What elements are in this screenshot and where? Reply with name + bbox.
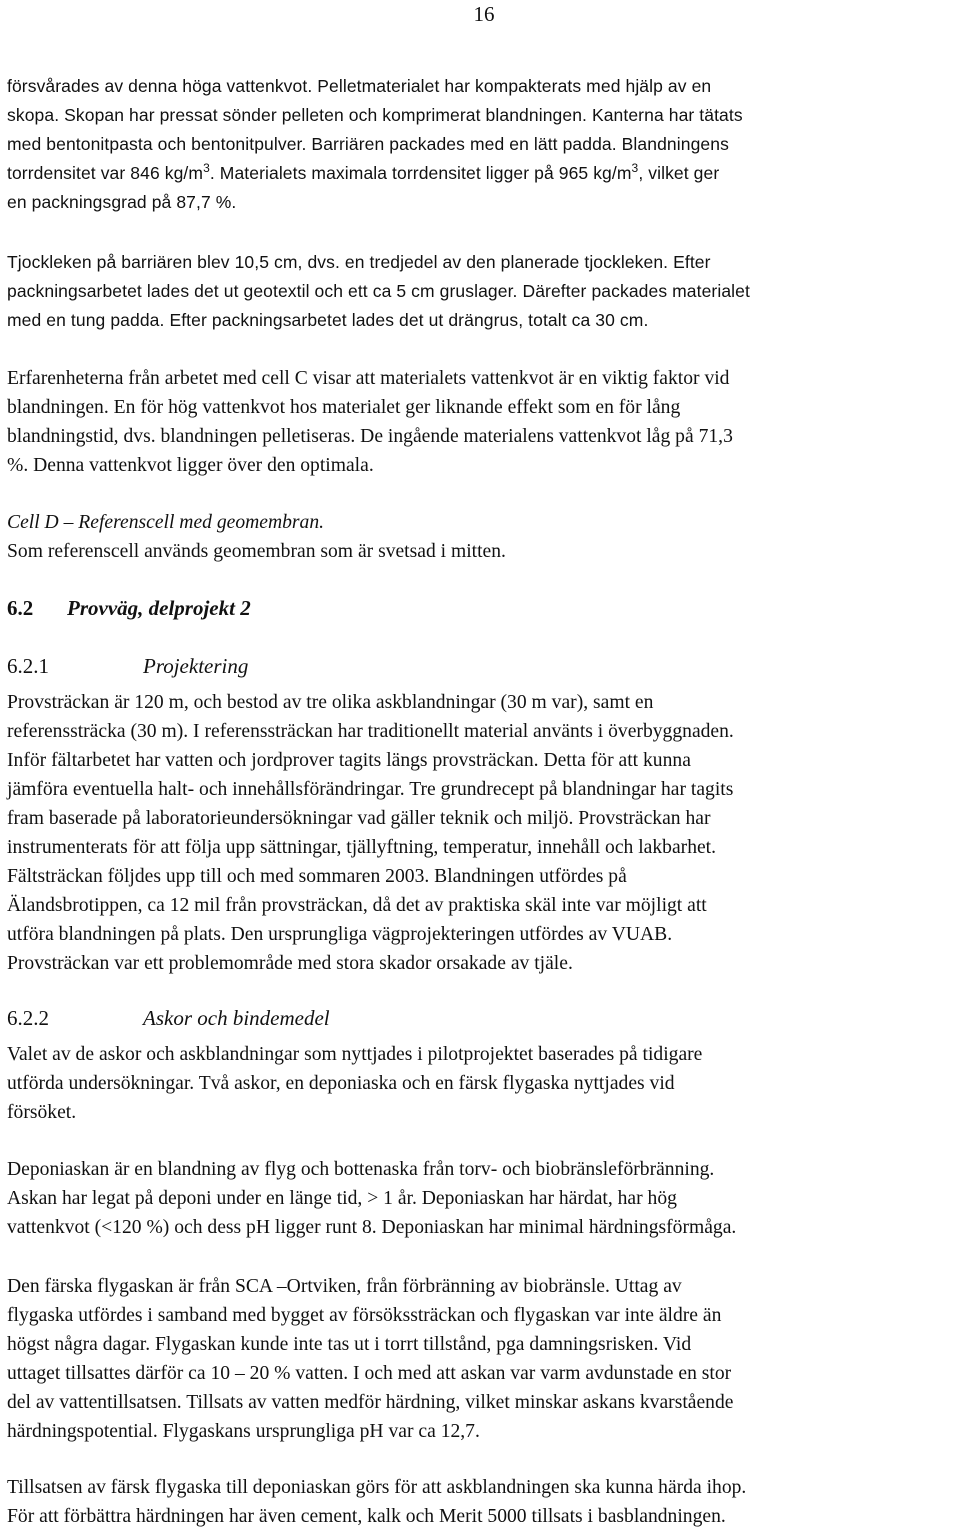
page-number: 16: [473, 2, 495, 26]
paragraph-cell-d: [7, 508, 955, 566]
text-line: utförda undersökningar. Två askor, en deponiaska och en färsk flygaska nyttjades vid: [7, 1073, 675, 1094]
text-line: Erfarenheterna från arbetet med cell C visar att materialets vattenkvot är en viktig faktor vid: [7, 368, 730, 389]
paragraph-deponiaska: [7, 1155, 955, 1242]
text-line: vattenkvot (<120 %) och dess pH ligger runt 8. Deponiaskan har minimal härdningsförmåga.: [7, 1217, 737, 1238]
text-line: härdningspotential. Flygaskans ursprungliga pH var ca 12,7.: [7, 1421, 480, 1442]
text-line: Inför fältarbetet har vatten och jordprover tagits längs provsträckan. Detta för att kunna: [7, 750, 691, 771]
text-line: referenssträcka (30 m). I referenssträckan har traditionellt material använts i överbyggnaden.: [7, 721, 734, 742]
text-line: med bentonitpasta och bentonitpulver. Barriären packades med en lätt padda. Blandningens: [7, 134, 729, 154]
text-line: skopa. Skopan har pressat sönder pelleten och komprimerat blandningen. Kanterna har tätats: [7, 105, 743, 125]
text-fragment: , vilket ger: [638, 163, 720, 183]
paragraph-barrier-thickness: [7, 248, 955, 335]
text-line: Tillsatsen av färsk flygaska till deponiaskan görs för att askblandningen ska kunna härda ihop.: [7, 1477, 747, 1498]
text-fragment: . Materialets maximala torrdensitet ligger på 965 kg/m: [209, 163, 632, 183]
text-line: Tjockleken på barriären blev 10,5 cm, dvs. en tredjedel av den planerade tjockleken. Efter: [7, 252, 711, 272]
text-line: Askan har legat på deponi under en länge tid, > 1 år. Deponiaskan har härdat, har hög: [7, 1188, 677, 1209]
text-line: Deponiaskan är en blandning av flyg och bottenaska från torv- och biobränsleförbränning.: [7, 1159, 715, 1180]
text-line: uttaget tillsattes därför ca 10 – 20 % vatten. I och med att askan var varm avdunstade en stor: [7, 1363, 732, 1384]
text-line: För att förbättra härdningen har även cement, kalk och Merit 5000 tillsats i basblandningen.: [7, 1506, 726, 1527]
text-line: fram baserade på laboratorieundersökningar vad gäller teknik och miljö. Provsträckan har: [7, 808, 711, 829]
paragraph-tillsats: [7, 1473, 955, 1531]
section-heading-6-2-1: [7, 652, 248, 680]
section-title: Provväg, delprojekt 2: [67, 596, 251, 620]
text-line: Fältsträckan följdes upp till och med sommaren 2003. Blandningen utfördes på: [7, 866, 627, 887]
cell-d-heading: Cell D – Referenscell med geomembran.: [7, 512, 325, 533]
text-line: Provsträckan var ett problemområde med stora skador orsakade av tjäle.: [7, 953, 573, 974]
superscript: 3: [631, 161, 639, 175]
text-line: utföra blandningen på plats. Den ursprungliga vägprojekteringen utfördes av VUAB.: [7, 924, 673, 945]
paragraph-ash-selection: [7, 1040, 955, 1127]
section-heading-6-2: [7, 594, 251, 622]
paragraph-cell-c-compaction: [7, 72, 955, 217]
text-line: del av vattentillsatsen. Tillsats av vatten medför härdning, vilket minskar askans kvarstående: [7, 1392, 734, 1413]
text-line: högst några dagar. Flygaskan kunde inte tas ut i torrt tillstånd, pga damningsrisken. Vid: [7, 1334, 692, 1355]
text-line: packningsarbetet lades det ut geotextil och ett ca 5 cm gruslager. Därefter packades materialet: [7, 281, 750, 301]
section-title: Askor och bindemedel: [143, 1006, 330, 1030]
section-title: Projektering: [143, 654, 249, 678]
section-number: 6.2.1: [7, 654, 49, 678]
paragraph-experiences: [7, 364, 955, 480]
section-number: 6.2: [7, 596, 34, 620]
paragraph-projektering: [7, 688, 955, 978]
paragraph-flygaska: [7, 1272, 955, 1446]
superscript: 3: [203, 161, 210, 175]
text-line: jämföra eventuella halt- och innehållsförändringar. Tre grundrecept på blandningar har tagits: [7, 779, 734, 800]
text-line: blandningstid, dvs. blandningen pelletiseras. De ingående materialens vattenkvot låg på 71,3: [7, 426, 733, 447]
text-line: försöket.: [7, 1102, 77, 1123]
text-line: försvårades av denna höga vattenkvot. Pelletmaterialet har kompakterats med hjälp av en: [7, 76, 712, 96]
text-line: Som referenscell används geomembran som är svetsad i mitten.: [7, 541, 506, 562]
text-line: med en tung padda. Efter packningsarbetet lades det ut drängrus, totalt ca 30 cm.: [7, 310, 649, 330]
section-heading-6-2-2: [7, 1004, 330, 1032]
text-line: Älandsbrotippen, ca 12 mil från provsträckan, då det av praktiska skäl inte var möjligt att: [7, 895, 707, 916]
text-line: Valet av de askor och askblandningar som nyttjades i pilotprojektet baserades på tidigare: [7, 1044, 703, 1065]
text-line: [7, 159, 955, 188]
text-line: Provsträckan är 120 m, och bestod av tre olika askblandningar (30 m var), samt en: [7, 692, 654, 713]
text-line: Den färska flygaskan är från SCA –Ortviken, från förbränning av biobränsle. Uttag av: [7, 1276, 682, 1297]
text-line: instrumenterats för att följa upp sättningar, tjällyftning, temperatur, innehåll och lakbarhet.: [7, 837, 717, 858]
text-line: flygaska utfördes i samband med bygget av försökssträckan och flygaskan var inte äldre än: [7, 1305, 722, 1326]
text-line: en packningsgrad på 87,7 %.: [7, 192, 237, 212]
text-line: blandningen. En för hög vattenkvot hos materialet ger liknande effekt som en för lång: [7, 397, 681, 418]
text-fragment: torrdensitet var 846 kg/m: [7, 163, 204, 183]
section-number: 6.2.2: [7, 1006, 49, 1030]
text-line: %. Denna vattenkvot ligger över den optimala.: [7, 455, 374, 476]
